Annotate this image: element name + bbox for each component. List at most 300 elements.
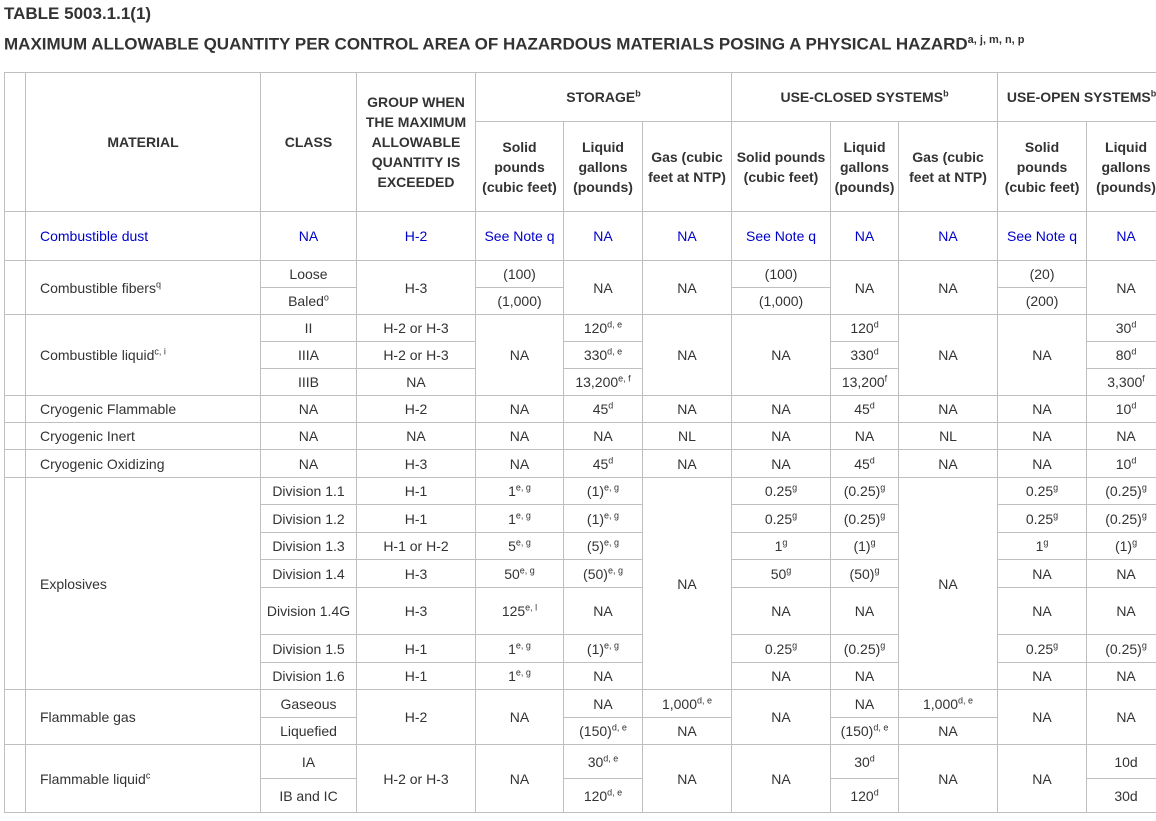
value: (5) [586, 538, 605, 554]
storage-liquid-cell [564, 779, 643, 813]
closed-solid-cell: See Note q [732, 212, 831, 261]
class-cell: NA [261, 423, 357, 450]
class-cell: II [261, 315, 357, 342]
row-blank [5, 478, 26, 690]
closed-solid-cell: NA [732, 663, 831, 690]
class-note: o [323, 292, 329, 303]
header-use-open [998, 73, 1156, 122]
value: 0.25 [1025, 483, 1054, 499]
note: e, g [515, 537, 531, 548]
note: g [1053, 639, 1059, 650]
open-liquid-cell: NA [1087, 690, 1156, 745]
note: d [869, 454, 875, 465]
storage-liquid-cell [564, 560, 643, 588]
class-cell: Division 1.3 [261, 533, 357, 560]
note: e, g [604, 537, 620, 548]
row-blank [5, 212, 26, 261]
note: e, g [515, 639, 531, 650]
value: 3,300 [1107, 374, 1143, 390]
storage-liquid-cell [564, 635, 643, 663]
class-cell: IB and IC [261, 779, 357, 813]
storage-liquid-cell: NA [564, 588, 643, 635]
header-use-closed-note: b [943, 88, 949, 99]
open-liquid-cell: NA [1087, 261, 1156, 315]
note: g [880, 639, 886, 650]
class-cell: Division 1.1 [261, 478, 357, 505]
open-solid-cell: NA [998, 423, 1087, 450]
material-cell [26, 745, 261, 813]
closed-liquid-cell [831, 718, 899, 745]
storage-gas-cell: NA [643, 315, 732, 396]
open-solid-cell: NA [998, 450, 1087, 478]
storage-solid-cell: (100) [476, 261, 564, 288]
note: d [608, 454, 614, 465]
storage-solid-cell: NA [476, 396, 564, 423]
row-blank [5, 261, 26, 315]
class-cell: NA [261, 450, 357, 478]
closed-liquid-cell [831, 315, 899, 342]
note: d [873, 786, 879, 797]
value: 0.25 [1025, 510, 1054, 527]
group-cell: H-1 or H-2 [357, 533, 476, 560]
closed-liquid-cell [831, 396, 899, 423]
header-class: CLASS [261, 73, 357, 212]
header-storage [476, 73, 732, 122]
class-cell: Division 1.5 [261, 635, 357, 663]
note: d, e [607, 786, 623, 797]
note: e, g [515, 482, 531, 493]
open-solid-cell: NA [998, 315, 1087, 396]
value: 1,000 [922, 695, 959, 712]
class-cell: Division 1.6 [261, 663, 357, 690]
mac-table [4, 72, 1156, 813]
note: g [880, 482, 886, 493]
note: e, g [519, 564, 535, 575]
note: e, g [604, 639, 620, 650]
storage-solid-cell: NA [476, 745, 564, 813]
open-solid-cell [998, 533, 1087, 560]
header-row-top [5, 73, 1156, 122]
note: f [1142, 373, 1145, 384]
note: d [1131, 319, 1137, 330]
closed-liquid-cell [831, 369, 899, 396]
header-closed-liquid: Liquid gallons (pounds) [831, 122, 899, 212]
value: 30 [854, 753, 870, 770]
header-closed-gas: Gas (cubic feet at NTP) [899, 122, 998, 212]
note: g [1141, 482, 1147, 493]
value: 1 [508, 668, 516, 684]
value: 10 [1115, 401, 1132, 417]
open-liquid-cell [1087, 635, 1156, 663]
value: 330 [583, 347, 608, 363]
table-row [5, 261, 1156, 288]
value: 45 [592, 455, 609, 472]
class-cell: Division 1.2 [261, 505, 357, 533]
value: 0.25 [764, 640, 793, 657]
header-storage-solid: Solid pounds (cubic feet) [476, 122, 564, 212]
note: e, f [618, 373, 631, 384]
storage-gas-cell: NA [643, 261, 732, 315]
value: 45 [854, 455, 870, 472]
storage-liquid-cell [564, 718, 643, 745]
value: 80 [1115, 347, 1132, 363]
open-liquid-cell: NA [1087, 212, 1156, 261]
value: 120 [583, 787, 608, 804]
closed-liquid-cell [831, 745, 899, 779]
note: g [870, 537, 876, 548]
note: g [1132, 537, 1138, 548]
value: 0.25 [1025, 640, 1054, 657]
note: g [880, 509, 886, 520]
value: (0.25) [1105, 483, 1142, 499]
closed-liquid-cell [831, 478, 899, 505]
header-blank [5, 73, 26, 212]
storage-solid-cell: NA [476, 315, 564, 396]
closed-liquid-cell: NA [831, 423, 899, 450]
value: 120 [850, 320, 874, 336]
open-liquid-cell: NA [1087, 560, 1156, 588]
note: g [782, 537, 788, 548]
value: 1 [508, 640, 516, 657]
group-cell: H-3 [357, 450, 476, 478]
value: (50) [583, 565, 608, 582]
class-cell: NA [261, 396, 357, 423]
open-liquid-cell [1087, 533, 1156, 560]
closed-solid-cell: (1,000) [732, 288, 831, 315]
value: 0.25 [764, 510, 793, 527]
material-cell: Cryogenic Flammable [26, 396, 261, 423]
value: (1) [586, 640, 605, 657]
storage-liquid-cell [564, 342, 643, 369]
note: e, g [515, 509, 531, 520]
storage-solid-cell: (1,000) [476, 288, 564, 315]
storage-solid-cell [476, 663, 564, 690]
group-cell: H-3 [357, 261, 476, 315]
value: 50 [504, 565, 520, 582]
storage-liquid-cell [564, 478, 643, 505]
note: d [1131, 400, 1137, 411]
storage-liquid-cell [564, 505, 643, 533]
note: g [874, 564, 880, 575]
value: (0.25) [843, 640, 881, 657]
note: d [869, 400, 875, 411]
open-liquid-cell: 30d [1087, 779, 1156, 813]
note: d, e [958, 694, 974, 705]
material-cell [26, 261, 261, 315]
storage-gas-cell: NA [643, 718, 732, 745]
value: 50 [770, 565, 787, 582]
closed-solid-cell: (100) [732, 261, 831, 288]
note: f [884, 373, 888, 384]
closed-gas-cell: NA [899, 718, 998, 745]
note: d [1131, 454, 1137, 465]
class-cell: Liquefied [261, 718, 357, 745]
storage-gas-cell: NA [643, 478, 732, 690]
open-solid-cell: (200) [998, 288, 1087, 315]
group-cell: H-2 [357, 690, 476, 745]
storage-solid-cell [476, 505, 564, 533]
class-cell [261, 288, 357, 315]
value: 45 [854, 401, 870, 417]
header-storage-gas: Gas (cubic feet at NTP) [643, 122, 732, 212]
value: (0.25) [1105, 510, 1142, 527]
class-cell: NA [261, 212, 357, 261]
row-blank [5, 745, 26, 813]
value: 30 [1115, 320, 1132, 336]
material-cell: Flammable gas [26, 690, 261, 745]
value: 1 [508, 483, 516, 499]
group-cell: H-1 [357, 505, 476, 533]
note: e, l [525, 602, 538, 613]
storage-liquid-cell: NA [564, 261, 643, 315]
header-use-open-label: USE-OPEN SYSTEMS [1006, 89, 1151, 105]
storage-solid-cell [476, 533, 564, 560]
table-title-footnotes: a, j, m, n, p [967, 34, 1025, 46]
row-blank [5, 423, 26, 450]
table-title [4, 28, 1025, 57]
note: e, g [515, 667, 531, 678]
storage-solid-cell: NA [476, 423, 564, 450]
class-cell: Division 1.4G [261, 588, 357, 635]
closed-solid-cell [732, 635, 831, 663]
storage-liquid-cell [564, 745, 643, 779]
material-label: Flammable liquid [40, 770, 146, 787]
closed-solid-cell [732, 505, 831, 533]
group-cell: H-2 [357, 212, 476, 261]
closed-solid-cell [732, 478, 831, 505]
group-cell: H-3 [357, 588, 476, 635]
storage-gas-cell: NL [643, 423, 732, 450]
storage-solid-cell: NA [476, 690, 564, 745]
value: 125 [501, 603, 526, 619]
table-row [5, 690, 1156, 718]
group-cell: H-3 [357, 560, 476, 588]
closed-solid-cell: NA [732, 745, 831, 813]
class-cell: IIIB [261, 369, 357, 396]
group-cell: NA [357, 423, 476, 450]
table-row [5, 315, 1156, 342]
header-material: MATERIAL [26, 73, 261, 212]
class-label: Baled [288, 293, 324, 309]
note: d, e [611, 722, 627, 733]
closed-gas-cell [899, 690, 998, 718]
class-cell: Gaseous [261, 690, 357, 718]
note: d [1131, 346, 1137, 357]
row-blank [5, 315, 26, 396]
storage-gas-cell: NA [643, 212, 732, 261]
group-cell: H-2 or H-3 [357, 342, 476, 369]
value: 45 [592, 401, 609, 417]
value: 120 [583, 320, 608, 336]
closed-gas-cell: NA [899, 478, 998, 690]
closed-gas-cell: NL [899, 423, 998, 450]
value: 1,000 [661, 695, 698, 712]
header-use-open-note: b [1150, 88, 1156, 99]
closed-gas-cell: NA [899, 745, 998, 813]
material-label: Combustible fibers [40, 279, 156, 296]
note: d, e [607, 319, 623, 330]
value: 13,200 [841, 374, 885, 390]
storage-liquid-cell: NA [564, 212, 643, 261]
open-solid-cell: (20) [998, 261, 1087, 288]
class-cell: IIIA [261, 342, 357, 369]
closed-gas-cell: NA [899, 261, 998, 315]
value: 13,200 [575, 374, 619, 390]
note: e, g [607, 564, 623, 575]
class-cell: Loose [261, 261, 357, 288]
value: 1 [508, 510, 516, 527]
storage-liquid-cell [564, 450, 643, 478]
storage-solid-cell [476, 635, 564, 663]
note: e, g [604, 509, 620, 520]
closed-liquid-cell: NA [831, 212, 899, 261]
closed-liquid-cell [831, 342, 899, 369]
storage-liquid-cell [564, 369, 643, 396]
group-cell: H-1 [357, 478, 476, 505]
header-use-closed [732, 73, 998, 122]
storage-gas-cell: NA [643, 745, 732, 813]
open-liquid-cell: NA [1087, 663, 1156, 690]
class-cell: Division 1.4 [261, 560, 357, 588]
storage-gas-cell [643, 690, 732, 718]
closed-liquid-cell [831, 450, 899, 478]
closed-gas-cell: NA [899, 315, 998, 396]
note: d [869, 752, 875, 763]
closed-solid-cell [732, 560, 831, 588]
header-open-liquid: Liquid gallons (pounds) [1087, 122, 1156, 212]
storage-liquid-cell: NA [564, 663, 643, 690]
open-solid-cell: NA [998, 588, 1087, 635]
storage-solid-cell [476, 478, 564, 505]
row-blank [5, 450, 26, 478]
header-storage-liquid: Liquid gallons (pounds) [564, 122, 643, 212]
open-solid-cell: NA [998, 560, 1087, 588]
table-title-text: MAXIMUM ALLOWABLE QUANTITY PER CONTROL AREA OF HAZARDOUS MATERIALS POSING A PHYSICAL HAZARD [4, 34, 968, 54]
group-cell: H-2 or H-3 [357, 315, 476, 342]
group-cell: NA [357, 369, 476, 396]
note: g [792, 509, 798, 520]
open-solid-cell: NA [998, 663, 1087, 690]
storage-solid-cell: NA [476, 450, 564, 478]
value: (1) [1114, 538, 1133, 554]
header-group: GROUP WHEN THE MAXIMUM ALLOWABLE QUANTITY IS EXCEEDED [357, 73, 476, 212]
open-liquid-cell: NA [1087, 423, 1156, 450]
closed-solid-cell: NA [732, 450, 831, 478]
value: (50) [849, 565, 875, 582]
table-row [5, 745, 1156, 779]
value: 1 [774, 538, 783, 554]
note: e, g [604, 482, 620, 493]
note: d, e [697, 694, 713, 705]
material-note: c [145, 769, 151, 780]
open-solid-cell [998, 478, 1087, 505]
value: (0.25) [1105, 640, 1142, 657]
note: g [1053, 482, 1059, 493]
note: d [873, 346, 879, 357]
note: g [1141, 509, 1147, 520]
header-use-closed-label: USE-CLOSED SYSTEMS [780, 89, 944, 105]
storage-liquid-cell: NA [564, 423, 643, 450]
note: d, e [873, 722, 889, 733]
value: (150) [840, 723, 874, 739]
value: 5 [508, 538, 516, 554]
storage-solid-cell [476, 560, 564, 588]
closed-solid-cell: NA [732, 588, 831, 635]
note: d, e [603, 752, 619, 763]
storage-gas-cell: NA [643, 450, 732, 478]
open-solid-cell: NA [998, 745, 1087, 813]
value: 0.25 [764, 483, 793, 499]
material-cell: Cryogenic Oxidizing [26, 450, 261, 478]
material-cell: Cryogenic Inert [26, 423, 261, 450]
note: g [1053, 509, 1059, 520]
closed-liquid-cell [831, 635, 899, 663]
value: (0.25) [843, 510, 881, 527]
closed-gas-cell: NA [899, 396, 998, 423]
note: g [792, 482, 798, 493]
value: 30 [587, 753, 604, 770]
table-row [5, 450, 1156, 478]
open-liquid-cell [1087, 478, 1156, 505]
row-blank [5, 690, 26, 745]
closed-gas-cell: NA [899, 450, 998, 478]
storage-liquid-cell [564, 315, 643, 342]
value: (0.25) [843, 483, 881, 499]
closed-solid-cell: NA [732, 315, 831, 396]
open-liquid-cell [1087, 315, 1156, 342]
header-storage-label: STORAGE [566, 89, 636, 105]
table-id: TABLE 5003.1.1(1) [4, 4, 152, 23]
open-solid-cell [998, 505, 1087, 533]
closed-liquid-cell [831, 560, 899, 588]
value: 10 [1115, 455, 1132, 472]
closed-solid-cell: NA [732, 423, 831, 450]
table-row [5, 212, 1156, 261]
note: g [786, 564, 792, 575]
note: g [1141, 639, 1147, 650]
note: g [792, 639, 798, 650]
group-cell: H-2 [357, 396, 476, 423]
value: (1) [586, 510, 605, 527]
group-cell: H-1 [357, 635, 476, 663]
class-cell: IA [261, 745, 357, 779]
value: (150) [579, 723, 612, 739]
value: (1) [586, 483, 605, 499]
group-cell: H-1 [357, 663, 476, 690]
open-solid-cell [998, 635, 1087, 663]
closed-liquid-cell [831, 505, 899, 533]
storage-gas-cell: NA [643, 396, 732, 423]
open-liquid-cell [1087, 369, 1156, 396]
open-liquid-cell [1087, 450, 1156, 478]
table-caption [4, 2, 1025, 57]
note: d [608, 400, 614, 411]
storage-liquid-cell: NA [564, 690, 643, 718]
note: d, e [607, 346, 623, 357]
table-row [5, 478, 1156, 505]
open-liquid-cell [1087, 342, 1156, 369]
closed-liquid-cell: NA [831, 588, 899, 635]
header-storage-note: b [635, 88, 641, 99]
closed-liquid-cell: NA [831, 663, 899, 690]
note: d [873, 319, 879, 330]
open-solid-cell: See Note q [998, 212, 1087, 261]
closed-solid-cell: NA [732, 690, 831, 745]
storage-liquid-cell [564, 533, 643, 560]
closed-liquid-cell [831, 533, 899, 560]
table-row [5, 423, 1156, 450]
open-liquid-cell [1087, 396, 1156, 423]
